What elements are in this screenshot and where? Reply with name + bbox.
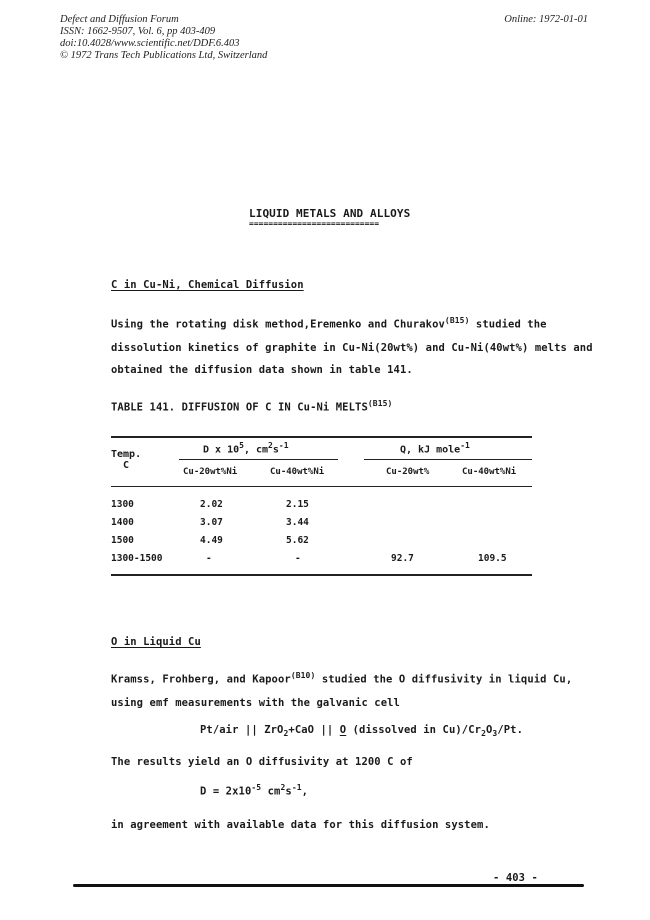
cell-part-d: O [485,724,493,736]
table-row [111,517,532,531]
journal-header [60,14,267,62]
table-caption-text: TABLE 141. DIFFUSION OF C IN Cu-Ni MELTS [111,401,368,414]
page-title: LIQUID METALS AND ALLOYS [249,207,411,220]
cell-d20: 4.49 [200,535,223,546]
cell-d40: 2.15 [286,499,309,510]
bottom-rule [73,884,584,887]
q-header-text: Q, kJ mole [400,444,461,456]
section2-line3: The results yield an O diffusivity at 1200 C of [111,756,413,768]
section2-line1-pre: Kramss, Frohberg, and Kapoor [111,673,291,686]
table-caption [111,399,392,414]
table-d-group-rule [179,459,338,460]
eq-s: s [285,785,292,798]
cell-temp: 1500 [111,535,134,546]
d-header-post: , cm [243,444,269,456]
d-header-unit2-exp: -1 [278,441,289,450]
eq-post: , [301,785,309,798]
cell-q40: 109.5 [478,553,507,564]
subheader-d-40: Cu-40wt%Ni [270,467,325,477]
reference-b15: (B15) [444,316,470,325]
table-row [111,553,532,567]
temp-header-line2: C [123,460,130,471]
d-header-unit2: s [272,444,279,456]
eq-exp3: -1 [291,783,302,792]
d-header [203,441,289,455]
subheader-q-40: Cu-40wt%Ni [462,467,517,477]
cell-sub-d: 3 [492,729,498,739]
table-caption-ref: (B15) [367,399,393,408]
section2-line2: using emf measurements with the galvanic cell [111,697,400,709]
cell-part-c: (dissolved in Cu)/Cr [346,724,482,736]
table-q-group-rule [364,459,532,460]
section1-line1-post: studied the [469,318,547,331]
cell-d20: 2.02 [200,499,223,510]
section2-line1 [111,671,572,686]
q-header-exp: -1 [460,441,470,450]
issn-line: ISSN: 1662-9507, Vol. 6, pp 403-409 [60,26,216,37]
eq-mid: cm [261,785,281,798]
d-header-pre: D x 10 [203,444,240,456]
title-double-underline: =========================== [249,219,380,228]
cell-sub-c: 2 [481,729,486,739]
d-header-unit-exp: 2 [268,441,273,450]
section-heading-c-in-cu-ni: C in Cu-Ni, Chemical Diffusion [111,279,304,291]
cell-d40: 3.44 [286,517,309,528]
table-top-rule [111,436,532,438]
subheader-d-20: Cu-20wt%Ni [183,467,238,477]
eq-pre: D = 2x10 [200,785,252,798]
temp-header [111,449,141,471]
doi-link[interactable]: doi:10.4028/www.scientific.net/DDF.6.403 [60,38,240,49]
cell-d40: 5.62 [286,535,309,546]
copyright-line: © 1972 Trans Tech Publications Ltd, Switzerland [60,50,268,61]
online-date: Online: 1972-01-01 [504,14,588,25]
table-header-rule [111,486,532,487]
page-number: - 403 - [493,872,538,884]
reference-b10: (B10) [290,671,316,680]
subheader-q-20: Cu-20wt% [386,467,430,477]
section2-line1-post: studied the O diffusivity in liquid Cu, [315,673,573,686]
cell-q20: 92.7 [391,553,414,564]
galvanic-cell-formula [200,724,523,738]
section1-line1-pre: Using the rotating disk method,Eremenko and Churakov [111,318,445,331]
cell-d20: - [206,553,212,564]
cell-temp: 1300-1500 [111,553,163,564]
cell-part-b: +CaO || [288,724,340,736]
table-row [111,535,532,549]
section-heading-o-in-liquid-cu: O in Liquid Cu [111,636,201,648]
cell-temp: 1300 [111,499,134,510]
cell-part-a: Pt/air || ZrO [200,724,284,736]
temp-header-line1: Temp. [111,449,142,460]
d-header-exp: 5 [239,441,244,450]
cell-part-o: O [339,724,347,736]
cell-sub-a: 2 [283,729,289,739]
section1-line3: obtained the diffusion data shown in table 141. [111,364,413,376]
cell-temp: 1400 [111,517,134,528]
section2-line4: in agreement with available data for this diffusion system. [111,819,490,831]
cell-part-e: /Pt. [497,724,524,736]
section1-line1 [111,316,547,331]
q-header [400,441,470,455]
section1-line2: dissolution kinetics of graphite in Cu-Ni(20wt%) and Cu-Ni(40wt%) melts and [111,342,593,354]
table-bottom-rule [111,574,532,576]
eq-exp2: 2 [280,783,286,792]
eq-exp1: -5 [251,783,262,792]
journal-name: Defect and Diffusion Forum [60,14,179,25]
diffusivity-equation [200,783,308,798]
cell-d20: 3.07 [200,517,223,528]
table-row [111,499,532,513]
cell-d40: - [295,553,301,564]
